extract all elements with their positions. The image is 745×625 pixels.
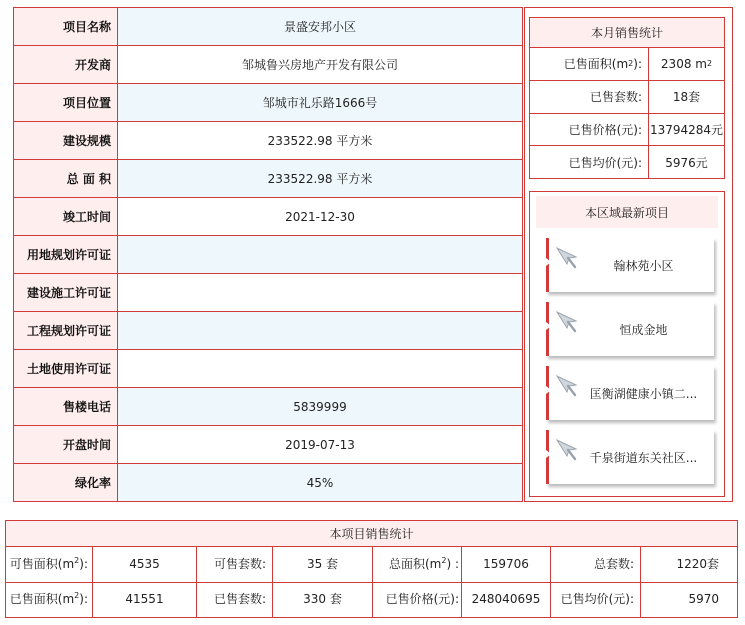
monthly-sales-stats bbox=[529, 17, 725, 179]
pointer-cursor-icon bbox=[555, 374, 579, 398]
sold-area-label-end: ): bbox=[79, 592, 88, 607]
latest-project-label: 翰林苑小区 bbox=[613, 258, 674, 273]
monthly-avg-price-value: 5976元 bbox=[665, 155, 708, 170]
latest-project-label: 恒成金地 bbox=[619, 322, 668, 337]
row-greening-rate bbox=[14, 464, 522, 501]
monthly-row-sold-units bbox=[530, 81, 724, 114]
flag-marker-icon bbox=[546, 258, 551, 266]
avg-price-value: 5970 bbox=[688, 592, 719, 607]
monthly-sold-area-value-text: 2308 m bbox=[660, 56, 707, 71]
sales-row-sold bbox=[6, 583, 737, 618]
row-land-use-permit bbox=[14, 350, 522, 388]
latest-project-link-3[interactable] bbox=[546, 366, 714, 420]
latest-project-label: 匡衡湖健康小镇二... bbox=[589, 386, 698, 401]
monthly-sold-area-label-text: 已售面积(m bbox=[563, 57, 629, 72]
avail-area-label-text: 可售面积(m bbox=[9, 556, 75, 571]
monthly-sales-title: 本月销售统计 bbox=[530, 18, 724, 48]
latest-project-link-1[interactable] bbox=[546, 238, 714, 292]
monthly-sold-price-label: 已售价格(元): bbox=[530, 114, 649, 146]
row-completion-date bbox=[14, 198, 522, 236]
avail-area-value: 4535 bbox=[93, 547, 197, 582]
flag-marker-icon bbox=[546, 322, 551, 330]
flag-marker-icon bbox=[546, 386, 551, 394]
monthly-sold-units-label: 已售套数: bbox=[530, 81, 649, 113]
row-location bbox=[14, 84, 522, 122]
row-sales-phone bbox=[14, 388, 522, 426]
value-engineering-planning-permit bbox=[118, 312, 522, 349]
row-build-scale bbox=[14, 122, 522, 160]
row-opening-date bbox=[14, 426, 522, 464]
value-location: 邹城市礼乐路1666号 bbox=[118, 84, 522, 121]
total-area-label-end: ) : bbox=[446, 556, 459, 571]
latest-project-link-4[interactable] bbox=[546, 430, 714, 484]
value-land-planning-permit bbox=[118, 236, 522, 273]
value-total-area: 233522.98 平方米 bbox=[118, 160, 522, 197]
row-engineering-planning-permit bbox=[14, 312, 522, 350]
label-location: 项目位置 bbox=[14, 84, 118, 121]
sold-area-label-sup: 2 bbox=[74, 591, 80, 601]
row-total-area bbox=[14, 160, 522, 198]
label-opening-date: 开盘时间 bbox=[14, 426, 118, 463]
sold-units-value: 330 套 bbox=[273, 583, 373, 618]
total-area-value: 159706 bbox=[462, 547, 551, 582]
value-greening-rate: 45% bbox=[118, 464, 522, 501]
monthly-sold-area-label-end: ): bbox=[633, 56, 642, 71]
monthly-sold-area-label: 已售面积(m 2 ): bbox=[530, 48, 649, 80]
value-developer: 邹城鲁兴房地产开发有限公司 bbox=[241, 58, 398, 72]
pointer-cursor-icon bbox=[555, 438, 579, 462]
row-construction-permit bbox=[14, 274, 522, 312]
row-developer bbox=[14, 46, 522, 84]
value-completion-date: 2021-12-30 bbox=[285, 209, 355, 224]
flag-marker-icon bbox=[546, 450, 551, 458]
value-build-scale: 233522.98 平方米 bbox=[267, 134, 373, 148]
value-land-use-permit bbox=[118, 350, 522, 387]
sold-units-label: 已售套数: bbox=[197, 583, 273, 618]
monthly-row-sold-price bbox=[530, 114, 724, 147]
project-sales-stats bbox=[5, 520, 738, 618]
sales-row-available bbox=[6, 547, 737, 583]
pointer-cursor-icon bbox=[555, 310, 579, 334]
latest-projects-title: 本区域最新项目 bbox=[536, 196, 718, 228]
total-area-label bbox=[373, 547, 462, 582]
label-total-area: 总 面 积 bbox=[14, 160, 118, 197]
avail-units-label: 可售套数: bbox=[197, 547, 273, 582]
label-build-scale: 建设规模 bbox=[14, 122, 118, 159]
total-area-label-text: 总面积(m bbox=[388, 556, 442, 571]
label-sales-phone: 售楼电话 bbox=[14, 388, 118, 425]
monthly-sold-price-value: 13794284元 bbox=[649, 122, 724, 137]
right-panel bbox=[524, 7, 733, 502]
label-engineering-planning-permit: 工程规划许可证 bbox=[14, 312, 118, 349]
label-land-planning-permit: 用地规划许可证 bbox=[14, 236, 118, 273]
sold-price-label: 已售价格(元): bbox=[373, 583, 462, 618]
label-greening-rate: 绿化率 bbox=[14, 464, 118, 501]
avail-area-label-sup: 2 bbox=[74, 555, 80, 565]
project-info-table bbox=[13, 7, 523, 502]
monthly-row-avg-price bbox=[530, 146, 724, 178]
label-land-use-permit: 土地使用许可证 bbox=[14, 350, 118, 387]
monthly-row-sold-area bbox=[530, 48, 724, 81]
value-opening-date: 2019-07-13 bbox=[285, 437, 355, 452]
sold-price-value: 248040695 bbox=[462, 583, 551, 618]
monthly-sold-area-value: 2308 m 2 bbox=[660, 56, 713, 71]
monthly-avg-price-label: 已售均价(元): bbox=[530, 146, 649, 178]
project-sales-title: 本项目销售统计 bbox=[6, 521, 737, 547]
label-construction-permit: 建设施工许可证 bbox=[14, 274, 118, 311]
total-units-value: 1220套 bbox=[676, 556, 719, 571]
avail-area-label-end: ): bbox=[79, 556, 88, 571]
latest-projects-panel bbox=[529, 191, 725, 497]
avail-units-value: 35 套 bbox=[273, 547, 373, 582]
value-sales-phone: 5839999 bbox=[118, 388, 522, 425]
sold-area-value: 41551 bbox=[93, 583, 197, 618]
row-land-planning-permit bbox=[14, 236, 522, 274]
sold-area-label bbox=[6, 583, 93, 618]
avail-area-label bbox=[6, 547, 93, 582]
label-developer: 开发商 bbox=[14, 46, 118, 83]
row-project-name bbox=[14, 8, 522, 46]
value-project-name: 景盛安邦小区 bbox=[118, 8, 522, 45]
pointer-cursor-icon bbox=[555, 246, 579, 270]
label-project-name: 项目名称 bbox=[14, 8, 118, 45]
monthly-sold-units-value: 18套 bbox=[672, 90, 701, 105]
sold-area-label-text: 已售面积(m bbox=[9, 592, 75, 607]
latest-project-label: 千泉街道东关社区... bbox=[589, 450, 698, 465]
total-area-label-sup: 2 bbox=[441, 555, 447, 565]
label-completion-date: 竣工时间 bbox=[14, 198, 118, 235]
avg-price-label: 已售均价(元): bbox=[551, 583, 641, 618]
total-units-label: 总套数: bbox=[551, 547, 641, 582]
value-construction-permit bbox=[118, 274, 522, 311]
latest-project-link-2[interactable] bbox=[546, 302, 714, 356]
